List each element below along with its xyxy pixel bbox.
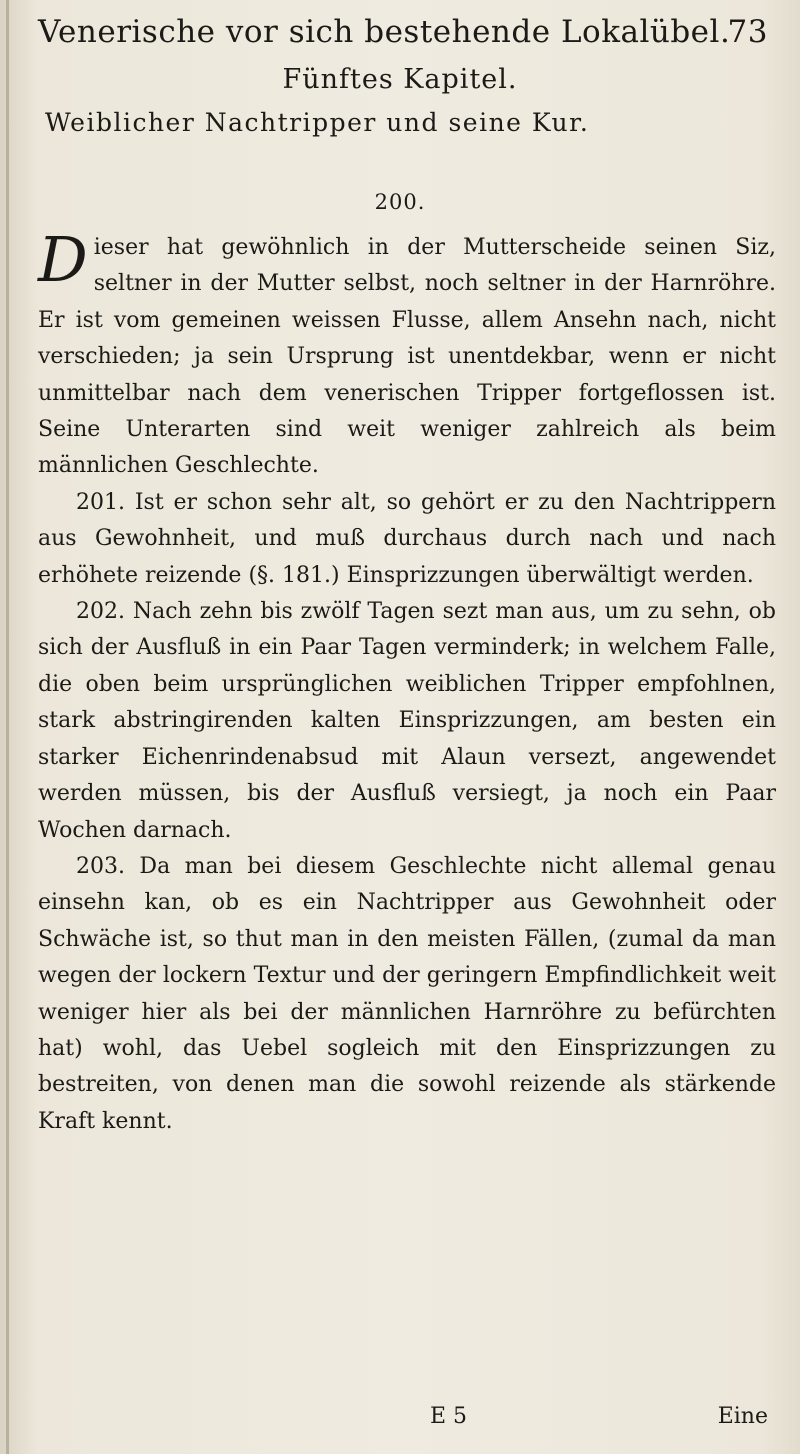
- paragraph-202: 202. Nach zehn bis zwölf Tagen sezt man aus, um zu sehn, ob sich der Ausfluß in ein Paar Tagen verminderk; in welchem Falle, die oben beim ursprünglichen weiblichen Tripper empfohlnen, stark abstringirenden kalten Einsprizzungen, am besten ein starker Eichenrindenabsud mit Alaun versezt, angewendet werden müssen, bis der Ausfluß versiegt, ja noch ein Paar Wochen darnach.: [38, 599, 776, 843]
- running-head: [38, 10, 768, 60]
- running-head-title: Venerische vor sich bestehende Lokalübel.: [38, 14, 731, 50]
- paragraph-201: 201. Ist er schon sehr alt, so gehört er zu den Nachtrippern aus Gewohnheit, und muß durchaus durch nach und nach erhöhete reizende (§. 181.) Einsprizzungen überwältigt werden.: [38, 489, 776, 588]
- catchword: Eine: [717, 1404, 768, 1429]
- chapter-title: Fünftes Kapitel.: [282, 64, 518, 95]
- section-title: Weiblicher Nachtripper und seine Kur.: [45, 108, 590, 137]
- paragraph-200-text: ieser hat gewöhnlich in der Mutterscheide seinen Siz, seltner in der Mutter selbst, noch seltner in der Harnröhre. Er ist vom gemeinen weissen Flusse, allem Ansehn nach, nicht verschieden; ja sein Ursprung ist unentdekbar, wenn er nicht unmittelbar nach dem venerischen Tripper fortgeflossen ist. Seine Unterarten sind weit weniger zahlreich als beim männlichen Geschlechte.: [38, 235, 776, 479]
- paragraph-203: 203. Da man bei diesem Geschlechte nicht allemal genau einsehn kan, ob es ein Nachtripper aus Gewohnheit oder Schwäche ist, so thut man in den meisten Fällen, (zumal da man wegen der lockern Textur und der geringern Empfindlichkeit weit weniger hier als bei der männlichen Harnröhre zu befürchten hat) wohl, das Uebel sogleich mit den Einsprizzungen zu bestreiten, von denen man die sowohl reizende als stärkende Kraft kennt.: [38, 853, 776, 1134]
- paragraph-200: [38, 223, 776, 485]
- page-footer: [0, 1404, 800, 1444]
- body-text: [38, 223, 776, 1140]
- paragraph-number: 200.: [374, 190, 426, 214]
- page-gutter: [6, 0, 9, 1454]
- signature-mark: E 5: [430, 1404, 468, 1429]
- drop-cap: D: [38, 223, 88, 296]
- page-number: 73: [727, 14, 768, 50]
